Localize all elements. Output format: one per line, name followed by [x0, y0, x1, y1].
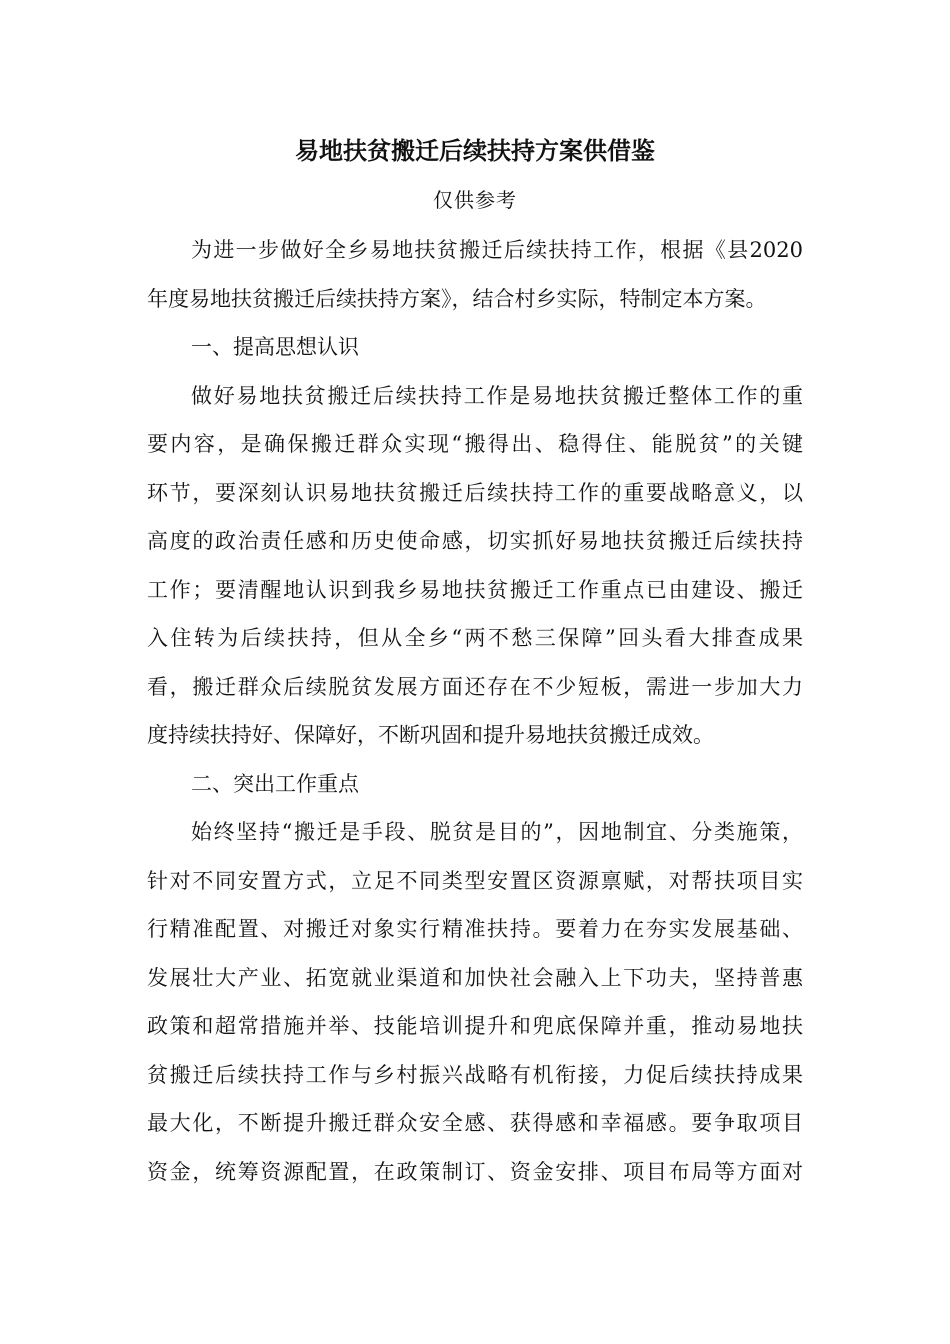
paragraph-line: 入住转为后续扶持，但从全乡“两不愁三保障”回头看大排查成果	[147, 626, 803, 650]
section-heading: 二、突出工作重点	[191, 771, 359, 796]
paragraph-line: 政策和超常措施并举、技能培训提升和兜底保障并重，推动易地扶	[147, 1014, 803, 1038]
paragraph-line: 度持续扶持好、保障好，不断巩固和提升易地扶贫搬迁成效。	[147, 723, 714, 747]
paragraph-line: 最大化，不断提升搬迁群众安全感、获得感和幸福感。要争取项目	[147, 1111, 803, 1135]
paragraph-line: 高度的政治责任感和历史使命感，切实抓好易地扶贫搬迁后续扶持	[147, 529, 803, 553]
paragraph-line: 做好易地扶贫搬迁后续扶持工作是易地扶贫搬迁整体工作的重	[191, 383, 803, 408]
paragraph-line: 工作；要清醒地认识到我乡易地扶贫搬迁工作重点已由建设、搬迁	[147, 577, 803, 602]
paragraph-line: 发展壮大产业、拓宽就业渠道和加快社会融入上下功夫，坚持普惠	[147, 965, 803, 990]
paragraph-line: 要内容，是确保搬迁群众实现“搬得出、稳得住、能脱贫”的关键	[147, 432, 803, 456]
paragraph-line: 始终坚持“搬迁是手段、脱贫是目的”，因地制宜、分类施策，	[191, 820, 803, 844]
document-title: 易地扶贫搬迁后续扶持方案供借鉴	[295, 137, 655, 165]
paragraph-line: 为进一步做好全乡易地扶贫搬迁后续扶持工作，根据《县2020	[191, 238, 803, 262]
paragraph-line: 看，搬迁群众后续脱贫发展方面还存在不少短板，需进一步加大力	[147, 674, 803, 699]
paragraph-line: 环节，要深刻认识易地扶贫搬迁后续扶持工作的重要战略意义，以	[147, 480, 803, 505]
paragraph-line: 贫搬迁后续扶持工作与乡村振兴战略有机衔接，力促后续扶持成果	[147, 1062, 803, 1087]
paragraph-line: 行精准配置、对搬迁对象实行精准扶持。要着力在夯实发展基础、	[147, 917, 803, 941]
document-body	[147, 233, 803, 1203]
paragraph-line: 年度易地扶贫搬迁后续扶持方案》，结合村乡实际，特制定本方案。	[147, 286, 767, 311]
document-subtitle: 仅供参考	[433, 188, 517, 212]
paragraph-line: 资金，统筹资源配置，在政策制订、资金安排、项目布局等方面对	[147, 1159, 803, 1184]
section-heading: 一、提高思想认识	[191, 335, 359, 359]
paragraph-line: 针对不同安置方式，立足不同类型安置区资源禀赋，对帮扶项目实	[147, 868, 803, 893]
